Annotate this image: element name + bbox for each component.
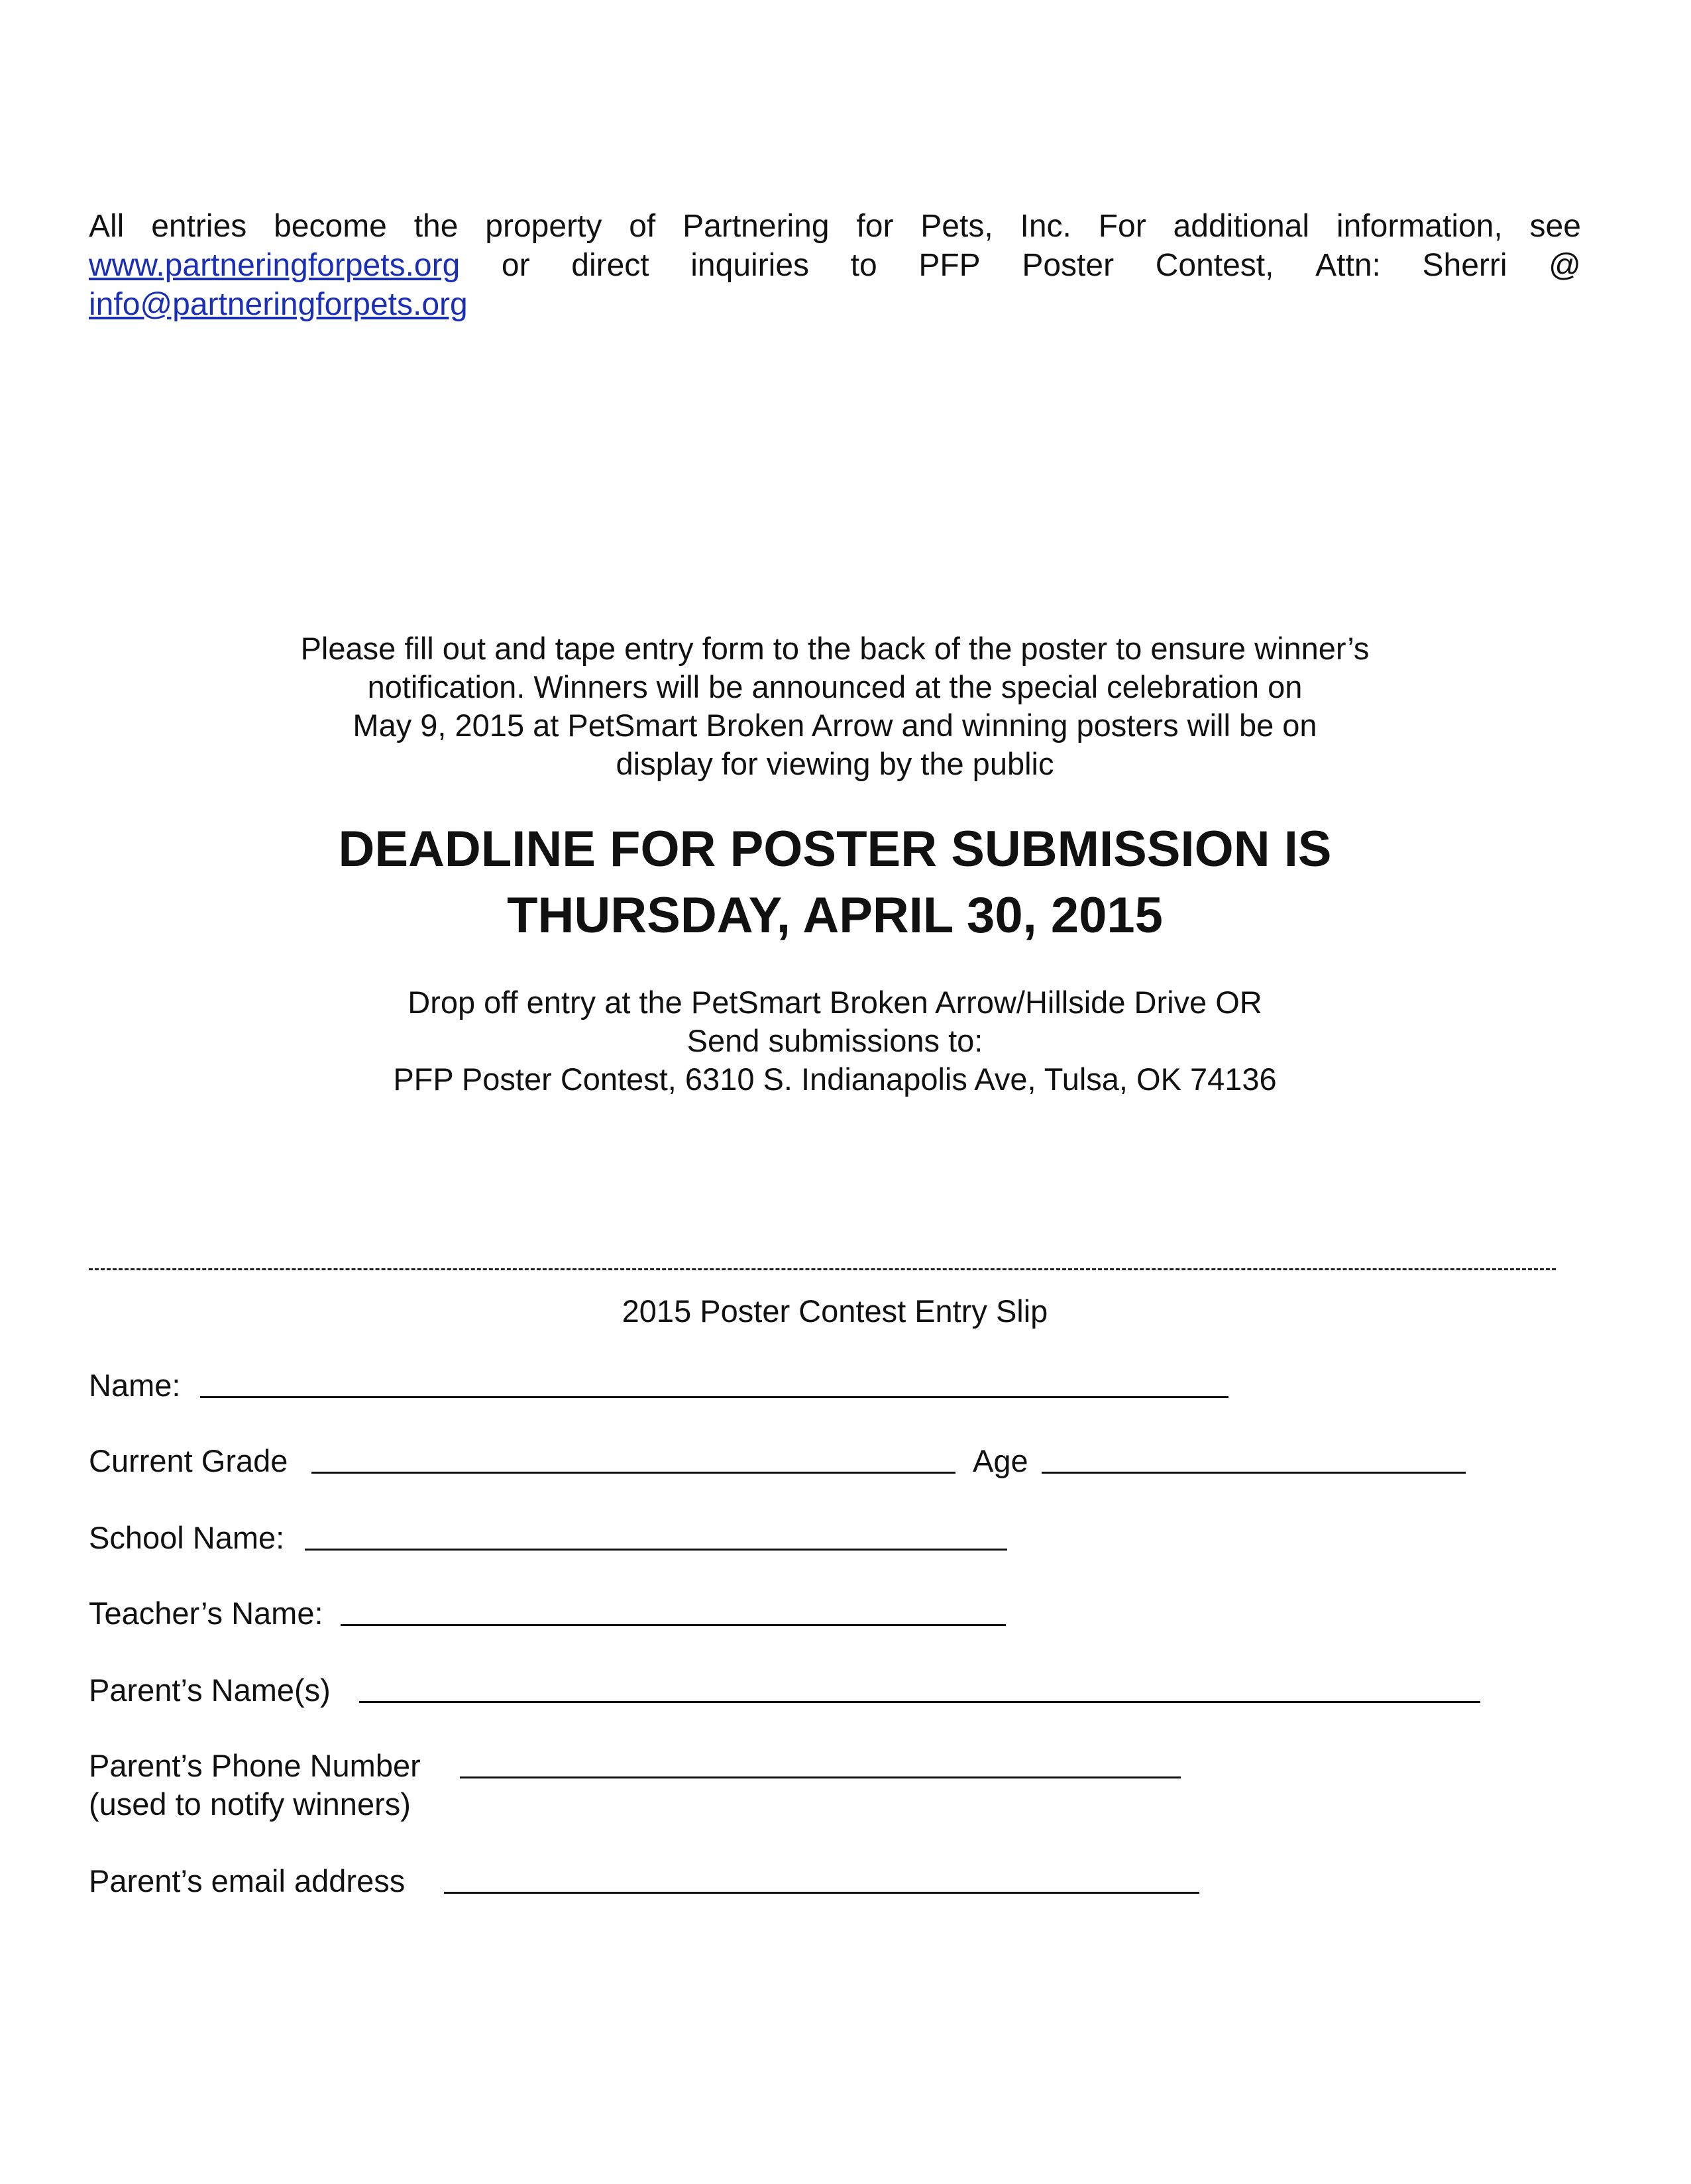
intro-word: to — [850, 248, 877, 283]
intro-word: Contest, — [1155, 248, 1274, 283]
email-label: Parent’s email address — [89, 1863, 406, 1898]
instructions-block — [199, 629, 1471, 783]
intro-word: or — [501, 248, 530, 283]
website-link[interactable]: www.partneringforpets.org — [89, 248, 461, 283]
intro-word: direct — [571, 248, 649, 283]
mailing-address: PFP Poster Contest, 6310 S. Indianapolis Ave, Tulsa, OK 74136 — [393, 1062, 1277, 1097]
intro-word: @ — [1549, 248, 1581, 283]
intro-word: All — [89, 209, 125, 244]
intro-line-3 — [89, 285, 1581, 324]
intro-word: see — [1529, 209, 1581, 244]
intro-word: of — [629, 209, 656, 244]
name-label: Name: — [89, 1368, 181, 1403]
entry-slip-title: 2015 Poster Contest Entry Slip — [622, 1293, 1048, 1329]
deadline-line-2: THURSDAY, APRIL 30, 2015 — [507, 887, 1163, 944]
intro-word: Pets, — [920, 209, 993, 244]
phone-label: Parent’s Phone Number — [89, 1748, 421, 1783]
grade-label: Current Grade — [89, 1443, 288, 1478]
intro-word: property — [485, 209, 602, 244]
instructions-line: display for viewing by the public — [616, 746, 1054, 781]
intro-word: inquiries — [690, 248, 810, 283]
dropoff-line: Drop off entry at the PetSmart Broken Arrow/Hillside Drive OR — [408, 985, 1262, 1020]
deadline-heading — [166, 816, 1504, 949]
phone-field[interactable] — [460, 1776, 1181, 1778]
email-field[interactable] — [444, 1892, 1199, 1894]
teacher-label: Teacher’s Name: — [89, 1596, 323, 1631]
intro-word: entries — [151, 209, 247, 244]
instructions-line: May 9, 2015 at PetSmart Broken Arrow and winning posters will be on — [353, 708, 1317, 743]
intro-word: Sherri — [1422, 248, 1507, 283]
intro-word: the — [413, 209, 459, 244]
phone-note: (used to notify winners) — [89, 1786, 411, 1822]
intro-word: additional — [1173, 209, 1310, 244]
intro-word: Attn: — [1315, 248, 1381, 283]
intro-word: Poster — [1022, 248, 1115, 283]
school-label: School Name: — [89, 1520, 285, 1555]
instructions-line: notification. Winners will be announced at the special celebration on — [367, 669, 1303, 704]
intro-word: Partnering — [682, 209, 830, 244]
grade-field[interactable] — [311, 1472, 955, 1474]
age-field[interactable] — [1042, 1472, 1466, 1474]
parent-name-label: Parent’s Name(s) — [89, 1672, 331, 1708]
teacher-field[interactable] — [341, 1624, 1006, 1626]
intro-word: for — [856, 209, 894, 244]
name-field[interactable] — [200, 1396, 1228, 1398]
parent-name-field[interactable] — [359, 1701, 1480, 1703]
cut-line-divider — [89, 1268, 1556, 1270]
intro-word: information, — [1336, 209, 1503, 244]
age-label: Age — [973, 1443, 1028, 1478]
school-field[interactable] — [305, 1549, 1007, 1551]
intro-word: become — [274, 209, 387, 244]
intro-word: PFP — [918, 248, 981, 283]
deadline-line-1: DEADLINE FOR POSTER SUBMISSION IS — [338, 821, 1332, 877]
dropoff-block — [199, 983, 1471, 1099]
instructions-line: Please fill out and tape entry form to the back of the poster to ensure winner’s — [300, 631, 1370, 666]
intro-line-2 — [89, 246, 1581, 285]
dropoff-line: Send submissions to: — [686, 1023, 983, 1058]
intro-line-1 — [89, 207, 1581, 246]
intro-paragraph — [89, 207, 1581, 324]
email-link[interactable]: info@partneringforpets.org — [89, 287, 468, 322]
intro-word: For — [1098, 209, 1146, 244]
intro-word: Inc. — [1020, 209, 1071, 244]
